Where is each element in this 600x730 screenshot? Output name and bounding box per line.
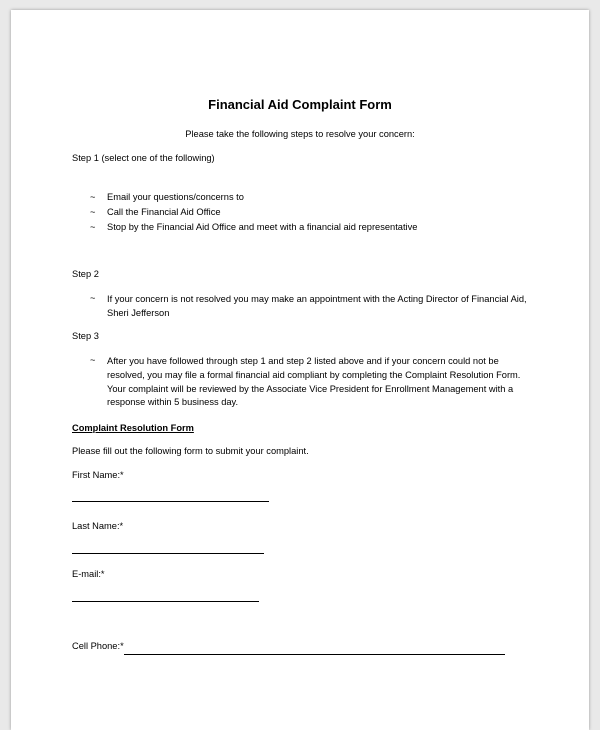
cell-phone-field[interactable] <box>124 654 505 655</box>
tilde-bullet-icon: ~ <box>90 207 96 218</box>
step1-list <box>90 190 417 236</box>
document-page <box>11 10 589 730</box>
step2-heading: Step 2 <box>72 269 99 279</box>
step1-heading: Step 1 (select one of the following) <box>72 153 215 163</box>
tilde-bullet-icon: ~ <box>90 222 96 233</box>
step2-text: If your concern is not resolved you may make an appointment with the Acting Director of Financial Aid, Sheri Jefferson <box>107 294 527 318</box>
list-item <box>90 190 417 205</box>
cell-phone-label: Cell Phone:* <box>72 641 124 651</box>
email-field[interactable] <box>72 601 259 602</box>
list-item <box>90 220 417 235</box>
form-section-heading: Complaint Resolution Form <box>72 423 194 433</box>
page-title: Financial Aid Complaint Form <box>208 97 392 112</box>
last-name-field[interactable] <box>72 553 264 554</box>
first-name-label: First Name:* <box>72 470 124 480</box>
step1-item-email: Email your questions/concerns to <box>107 192 244 202</box>
step1-item-call: Call the Financial Aid Office <box>107 207 221 218</box>
last-name-label: Last Name:* <box>72 521 124 531</box>
tilde-bullet-icon: ~ <box>90 355 96 365</box>
step3-text: After you have followed through step 1 and step 2 listed above and if your concern could not be resolved, you may file a formal financial aid compliant by completing the Complaint Resolution Form. Your complaint will be reviewed by the Associate Vice President for Enrollment Management with a response within 5 business day. <box>107 356 521 408</box>
step3-heading: Step 3 <box>72 331 99 341</box>
email-label: E-mail:* <box>72 569 105 579</box>
intro-text: Please take the following steps to resolve your concern: <box>185 129 415 139</box>
list-item <box>90 205 417 220</box>
tilde-bullet-icon: ~ <box>90 293 96 303</box>
first-name-field[interactable] <box>72 501 269 502</box>
step1-item-visit: Stop by the Financial Aid Office and meet with a financial aid representative <box>107 222 418 233</box>
form-instruction: Please fill out the following form to submit your complaint. <box>72 446 309 456</box>
tilde-bullet-icon: ~ <box>90 192 96 202</box>
